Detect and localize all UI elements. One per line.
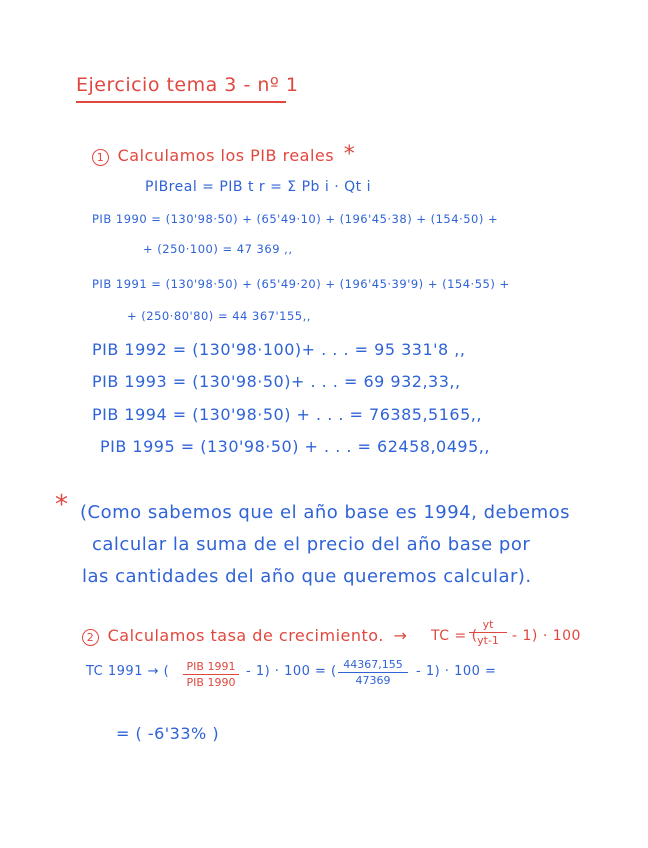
pib-1990-result: + (250·100) = 47 369 ,, <box>143 242 293 256</box>
value-numerator: 44367,155 <box>343 658 403 671</box>
pib-1990-denominator: PIB 1990 <box>186 676 236 689</box>
tc-formula-rhs: - 1) · 100 <box>512 628 581 644</box>
step2-heading-text: Calculamos tasa de crecimiento. <box>107 626 384 645</box>
asterisk-icon: * <box>343 142 356 167</box>
step1-heading <box>92 142 355 167</box>
arrow-right-icon: → <box>393 626 408 645</box>
pib-1991-numerator: PIB 1991 <box>186 660 236 673</box>
pib-1991-line: PIB 1991 = (130'98·50) + (65'49·20) + (196'45·39'9) + (154·55) + <box>92 277 510 291</box>
fraction-bar <box>183 674 239 675</box>
page-title: Ejercicio tema 3 - nº 1 <box>76 74 299 96</box>
tc-1991-label-text: TC 1991 → <box>86 664 159 679</box>
step2-heading <box>82 626 407 646</box>
note-line-2: calcular la suma de el precio del año base por <box>92 534 531 555</box>
tc-1991-label: TC 1991 → ( <box>86 664 170 679</box>
pib-1993-line: PIB 1993 = (130'98·50)+ . . . = 69 932,33,, <box>92 372 461 391</box>
step-number-badge: 2 <box>82 629 99 646</box>
pib-1990-line: PIB 1990 = (130'98·50) + (65'49·10) + (196'45·38) + (154·50) + <box>92 212 499 226</box>
tc-formula-lhs: TC = ( <box>431 628 478 644</box>
tc-formula-lhs-text: TC = <box>431 628 467 644</box>
tc-denominator: yt-1 <box>477 634 499 647</box>
pib-1992-line: PIB 1992 = (130'98·100)+ . . . = 95 331'8 ,, <box>92 340 466 359</box>
tc-1991-result: = ( -6'33% ) <box>116 724 220 743</box>
step-number-badge: 1 <box>92 149 109 166</box>
tc-fraction <box>469 618 507 647</box>
step1-heading-text: Calculamos los PIB reales <box>117 146 335 165</box>
tc-1991-end: - 1) · 100 = <box>416 664 497 679</box>
fraction-bar <box>469 632 507 633</box>
note-line-3: las cantidades del año que queremos calcular). <box>82 566 532 587</box>
pib-1994-line: PIB 1994 = (130'98·50) + . . . = 76385,5165,, <box>92 405 482 424</box>
tc-numerator: yt <box>482 618 494 631</box>
tc-1991-mid: - 1) · 100 = ( <box>246 664 337 679</box>
tc-1991-mid-text: - 1) · 100 = <box>246 664 327 679</box>
pib-1991-result: + (250·80'80) = 44 367'155,, <box>127 309 311 323</box>
fraction-bar <box>338 672 408 673</box>
note-line-1: (Como sabemos que el año base es 1994, debemos <box>80 502 571 523</box>
tc-1991-fraction-2 <box>338 658 408 687</box>
tc-1991-fraction-1 <box>183 660 239 689</box>
value-denominator: 47369 <box>355 674 391 687</box>
pib-real-formula: PIBreal = PIB t r = Σ Pb i · Qt i <box>145 179 371 195</box>
note-asterisk-icon: * <box>55 490 69 520</box>
pib-1995-line: PIB 1995 = (130'98·50) + . . . = 62458,0495,, <box>100 437 490 456</box>
title-underline <box>76 101 286 103</box>
